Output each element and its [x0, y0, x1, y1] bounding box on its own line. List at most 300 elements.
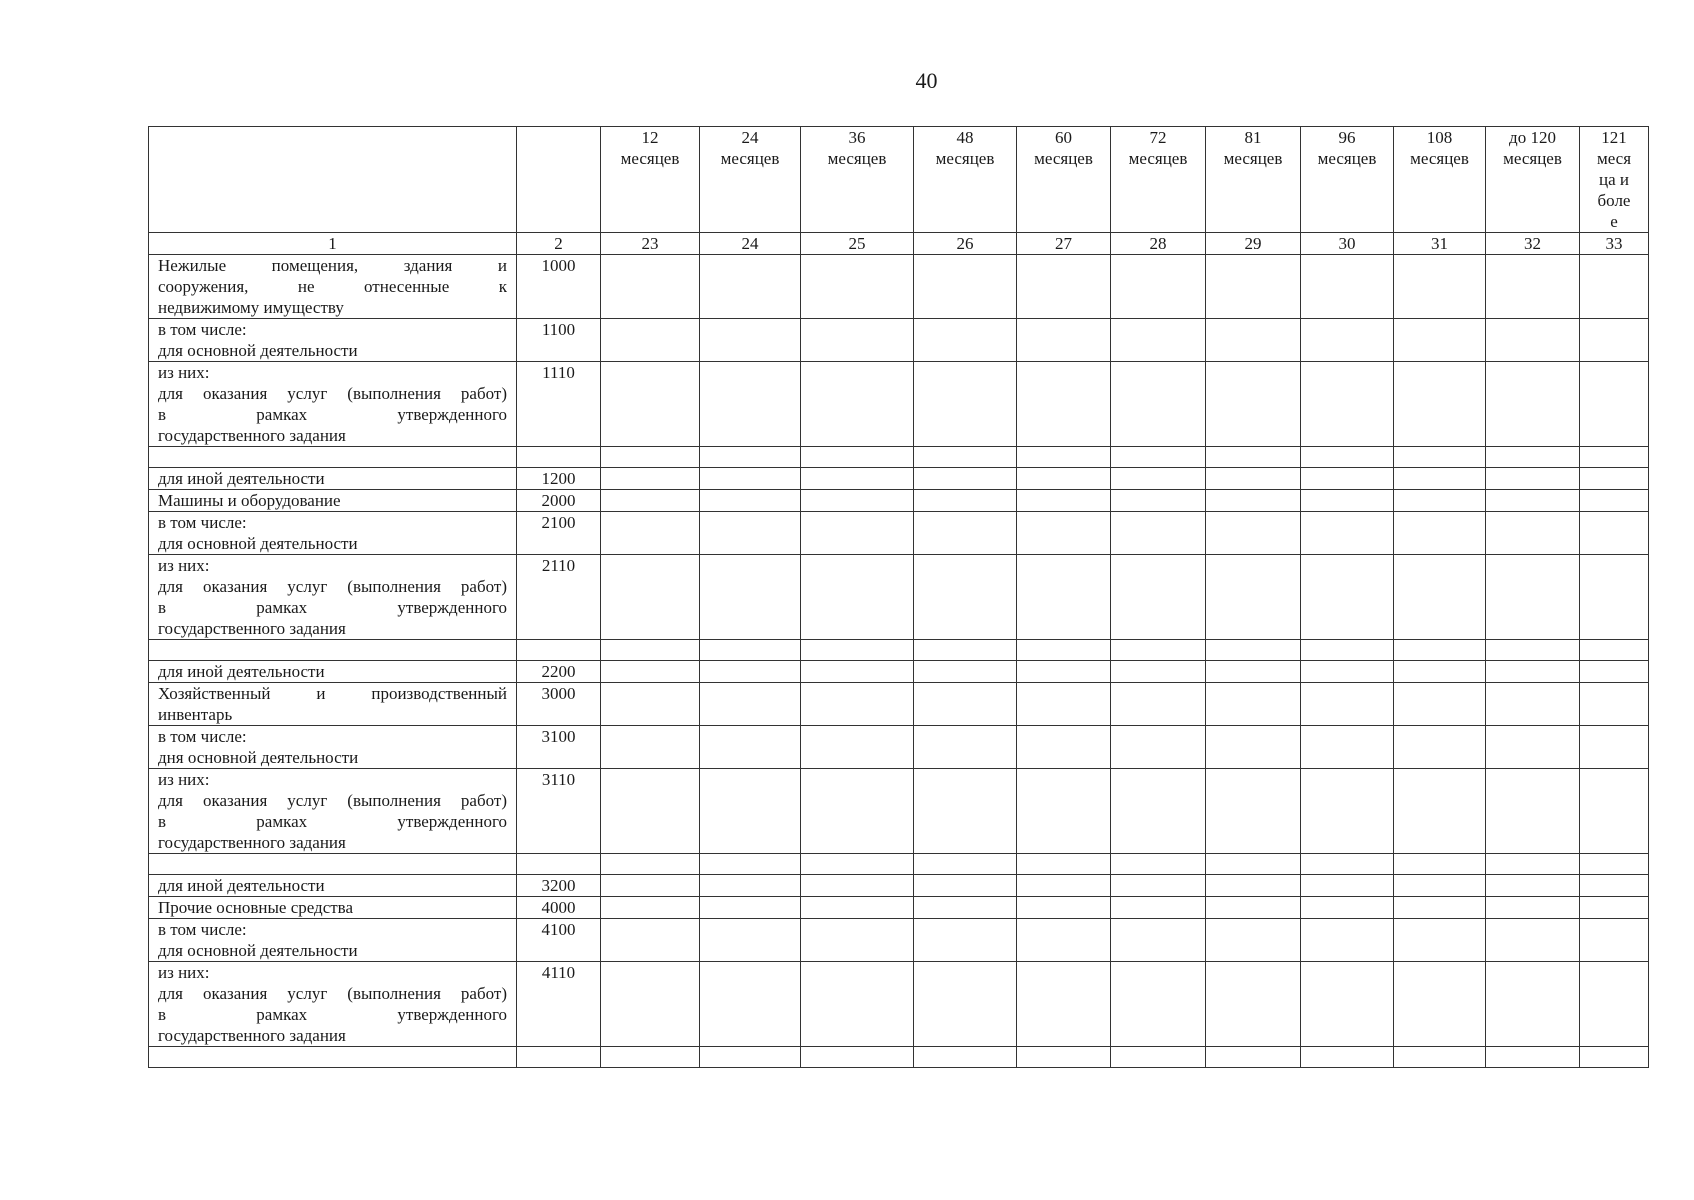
value-cell[interactable]: [1301, 854, 1394, 875]
value-cell[interactable]: [1486, 919, 1580, 962]
value-cell[interactable]: [1017, 468, 1111, 490]
value-cell[interactable]: [801, 468, 914, 490]
value-cell[interactable]: [801, 319, 914, 362]
value-cell[interactable]: [700, 769, 801, 854]
row-code-cell: 2100: [517, 512, 601, 555]
row-label-line: государственного задания: [158, 619, 346, 638]
value-cell[interactable]: [1301, 255, 1394, 319]
value-cell[interactable]: [1486, 555, 1580, 640]
row-label-line: Машины и оборудование: [158, 491, 341, 510]
value-cell[interactable]: [1394, 854, 1486, 875]
value-cell[interactable]: [1301, 555, 1394, 640]
value-cell[interactable]: [1580, 512, 1649, 555]
value-cell[interactable]: [1394, 640, 1486, 661]
table-row: [149, 919, 1649, 962]
value-cell[interactable]: [1486, 854, 1580, 875]
value-cell[interactable]: [1301, 362, 1394, 447]
row-label-cell: [149, 962, 517, 1047]
column-number-cell: 1: [149, 233, 517, 255]
value-cell[interactable]: [801, 490, 914, 512]
value-cell[interactable]: [1017, 726, 1111, 769]
header-month-cell: [1486, 127, 1580, 233]
row-label-line: в рамках утвержденного: [158, 598, 507, 617]
row-label-line: дня основной деятельности: [158, 748, 359, 767]
value-cell[interactable]: [601, 512, 700, 555]
table-row: [149, 897, 1649, 919]
value-cell[interactable]: [1580, 255, 1649, 319]
value-cell[interactable]: [601, 962, 700, 1047]
value-cell[interactable]: [1017, 683, 1111, 726]
value-cell[interactable]: [1301, 919, 1394, 962]
table-row-blank: [149, 1047, 1649, 1068]
value-cell[interactable]: [1206, 447, 1301, 468]
value-cell[interactable]: [700, 490, 801, 512]
table-row: [149, 875, 1649, 897]
header-month-cell: [914, 127, 1017, 233]
row-label-cell: [149, 319, 517, 362]
value-cell[interactable]: [1206, 640, 1301, 661]
value-cell[interactable]: [601, 1047, 700, 1068]
value-cell[interactable]: [1017, 1047, 1111, 1068]
value-cell[interactable]: [700, 661, 801, 683]
value-cell[interactable]: [1017, 661, 1111, 683]
value-cell[interactable]: [1111, 919, 1206, 962]
header-month-unit: месяцев: [935, 149, 995, 168]
value-cell[interactable]: [1486, 683, 1580, 726]
row-label-line: недвижимому имуществу: [158, 298, 344, 317]
value-cell[interactable]: [1301, 640, 1394, 661]
column-number-row: [149, 233, 1649, 255]
value-cell[interactable]: [801, 447, 914, 468]
value-cell[interactable]: [1301, 447, 1394, 468]
value-cell[interactable]: [801, 854, 914, 875]
value-cell[interactable]: [1580, 468, 1649, 490]
value-cell[interactable]: [1580, 490, 1649, 512]
table-row: [149, 726, 1649, 769]
value-cell[interactable]: [1206, 919, 1301, 962]
value-cell[interactable]: [801, 769, 914, 854]
value-cell[interactable]: [914, 919, 1017, 962]
row-label-line: инвентарь: [158, 705, 233, 724]
value-cell[interactable]: [1017, 769, 1111, 854]
value-cell[interactable]: [601, 875, 700, 897]
value-cell[interactable]: [1394, 468, 1486, 490]
value-cell[interactable]: [1486, 468, 1580, 490]
value-cell[interactable]: [914, 490, 1017, 512]
value-cell[interactable]: [1111, 962, 1206, 1047]
header-month-number: 108: [1426, 128, 1453, 147]
value-cell[interactable]: [1580, 897, 1649, 919]
row-label-cell: [149, 875, 517, 897]
value-cell[interactable]: [1580, 1047, 1649, 1068]
value-cell[interactable]: [1111, 1047, 1206, 1068]
column-number-cell: 29: [1206, 233, 1301, 255]
value-cell[interactable]: [1301, 897, 1394, 919]
value-cell[interactable]: [1017, 319, 1111, 362]
column-number-cell: 25: [801, 233, 914, 255]
row-label-cell: [149, 769, 517, 854]
value-cell[interactable]: [1394, 769, 1486, 854]
header-month-unit: месяцев: [1128, 149, 1188, 168]
row-label-line: Хозяйственный и производственный: [158, 684, 507, 703]
value-cell[interactable]: [1206, 769, 1301, 854]
value-cell[interactable]: [700, 319, 801, 362]
value-cell[interactable]: [700, 255, 801, 319]
value-cell[interactable]: [914, 362, 1017, 447]
value-cell[interactable]: [1486, 640, 1580, 661]
value-cell[interactable]: [601, 640, 700, 661]
value-cell[interactable]: [1206, 661, 1301, 683]
value-cell[interactable]: [601, 919, 700, 962]
header-month-unit: ца и: [1599, 170, 1629, 189]
value-cell[interactable]: [1486, 512, 1580, 555]
value-cell[interactable]: [1017, 555, 1111, 640]
value-cell[interactable]: [700, 447, 801, 468]
value-cell[interactable]: [1111, 555, 1206, 640]
value-cell[interactable]: [801, 726, 914, 769]
header-month-cell: [1017, 127, 1111, 233]
value-cell[interactable]: [1580, 769, 1649, 854]
value-cell[interactable]: [1486, 897, 1580, 919]
value-cell[interactable]: [1394, 726, 1486, 769]
table-row: [149, 769, 1649, 854]
value-cell[interactable]: [1580, 640, 1649, 661]
value-cell[interactable]: [1394, 490, 1486, 512]
value-cell[interactable]: [914, 640, 1017, 661]
value-cell[interactable]: [1111, 897, 1206, 919]
value-cell[interactable]: [1017, 640, 1111, 661]
column-number-cell: 2: [517, 233, 601, 255]
column-number-cell: 31: [1394, 233, 1486, 255]
value-cell[interactable]: [1111, 319, 1206, 362]
value-cell[interactable]: [601, 468, 700, 490]
table-row: [149, 319, 1649, 362]
value-cell[interactable]: [1486, 255, 1580, 319]
value-cell[interactable]: [1111, 661, 1206, 683]
row-label-cell: [149, 362, 517, 447]
value-cell[interactable]: [1301, 319, 1394, 362]
value-cell[interactable]: [1111, 875, 1206, 897]
header-month-unit: месяцев: [1410, 149, 1469, 168]
value-cell[interactable]: [1206, 362, 1301, 447]
value-cell[interactable]: [801, 255, 914, 319]
value-cell[interactable]: [700, 1047, 801, 1068]
column-number-cell: 23: [601, 233, 700, 255]
value-cell[interactable]: [700, 726, 801, 769]
value-cell[interactable]: [801, 897, 914, 919]
value-cell[interactable]: [801, 1047, 914, 1068]
column-number-cell: 33: [1580, 233, 1649, 255]
value-cell[interactable]: [914, 683, 1017, 726]
value-cell[interactable]: [801, 875, 914, 897]
value-cell[interactable]: [914, 897, 1017, 919]
value-cell[interactable]: [1394, 683, 1486, 726]
row-label-cell: [149, 490, 517, 512]
row-code-cell: 3000: [517, 683, 601, 726]
row-label-cell: [149, 661, 517, 683]
value-cell[interactable]: [1111, 854, 1206, 875]
row-label-cell: [149, 447, 517, 468]
value-cell[interactable]: [914, 555, 1017, 640]
value-cell[interactable]: [914, 875, 1017, 897]
value-cell[interactable]: [1486, 319, 1580, 362]
value-cell[interactable]: [1301, 769, 1394, 854]
value-cell[interactable]: [801, 919, 914, 962]
row-label-line: для иной деятельности: [158, 876, 325, 895]
header-month-unit: месяцев: [1034, 149, 1093, 168]
value-cell[interactable]: [1017, 512, 1111, 555]
row-label-line: в том числе:: [158, 920, 247, 939]
row-label-line: в том числе:: [158, 513, 247, 532]
header-month-unit: боле: [1597, 191, 1631, 210]
value-cell[interactable]: [1301, 468, 1394, 490]
value-cell[interactable]: [1486, 769, 1580, 854]
value-cell[interactable]: [914, 726, 1017, 769]
value-cell[interactable]: [801, 362, 914, 447]
value-cell[interactable]: [1580, 319, 1649, 362]
value-cell[interactable]: [1301, 1047, 1394, 1068]
header-month-unit: месяцев: [827, 149, 887, 168]
value-cell[interactable]: [1486, 1047, 1580, 1068]
value-cell[interactable]: [1580, 726, 1649, 769]
value-cell[interactable]: [601, 897, 700, 919]
row-code-cell: 4100: [517, 919, 601, 962]
row-label-cell: [149, 919, 517, 962]
value-cell[interactable]: [1580, 683, 1649, 726]
value-cell[interactable]: [1111, 640, 1206, 661]
value-cell[interactable]: [1206, 319, 1301, 362]
header-month-cell: [1394, 127, 1486, 233]
value-cell[interactable]: [1580, 447, 1649, 468]
table-row: [149, 962, 1649, 1047]
value-cell[interactable]: [1206, 726, 1301, 769]
value-cell[interactable]: [700, 897, 801, 919]
value-cell[interactable]: [1206, 512, 1301, 555]
table-body: [149, 127, 1649, 1068]
value-cell[interactable]: [1111, 447, 1206, 468]
row-label-line: сооружения, не отнесенные к: [158, 277, 507, 296]
value-cell[interactable]: [1017, 919, 1111, 962]
value-cell[interactable]: [1111, 490, 1206, 512]
value-cell[interactable]: [914, 854, 1017, 875]
value-cell[interactable]: [1580, 875, 1649, 897]
header-month-unit: месяцев: [720, 149, 780, 168]
value-cell[interactable]: [1486, 490, 1580, 512]
value-cell[interactable]: [700, 468, 801, 490]
value-cell[interactable]: [700, 875, 801, 897]
value-cell[interactable]: [1394, 919, 1486, 962]
header-month-number: 72: [1149, 128, 1167, 147]
value-cell[interactable]: [914, 1047, 1017, 1068]
value-cell[interactable]: [1394, 555, 1486, 640]
table-row-blank: [149, 447, 1649, 468]
table-row: [149, 468, 1649, 490]
value-cell[interactable]: [1580, 962, 1649, 1047]
value-cell[interactable]: [801, 962, 914, 1047]
value-cell[interactable]: [914, 468, 1017, 490]
table-row: [149, 512, 1649, 555]
value-cell[interactable]: [1486, 875, 1580, 897]
value-cell[interactable]: [601, 726, 700, 769]
value-cell[interactable]: [1017, 490, 1111, 512]
header-row: [149, 127, 1649, 233]
column-number-cell: 27: [1017, 233, 1111, 255]
row-code-cell: [517, 1047, 601, 1068]
value-cell[interactable]: [1017, 962, 1111, 1047]
value-cell[interactable]: [914, 447, 1017, 468]
row-code-cell: 3200: [517, 875, 601, 897]
value-cell[interactable]: [1111, 512, 1206, 555]
value-cell[interactable]: [1394, 1047, 1486, 1068]
row-label-line: для оказания услуг (выполнения работ): [158, 791, 507, 810]
column-number-cell: 28: [1111, 233, 1206, 255]
value-cell[interactable]: [1486, 362, 1580, 447]
value-cell[interactable]: [601, 319, 700, 362]
value-cell[interactable]: [801, 512, 914, 555]
value-cell[interactable]: [1301, 962, 1394, 1047]
value-cell[interactable]: [1486, 962, 1580, 1047]
header-month-cell: [1580, 127, 1649, 233]
header-label-cell: [149, 127, 517, 233]
value-cell[interactable]: [601, 362, 700, 447]
table-row-blank: [149, 640, 1649, 661]
header-month-unit: месяцев: [1317, 149, 1377, 168]
value-cell[interactable]: [1017, 362, 1111, 447]
value-cell[interactable]: [601, 447, 700, 468]
value-cell[interactable]: [700, 512, 801, 555]
value-cell[interactable]: [1111, 362, 1206, 447]
value-cell[interactable]: [601, 683, 700, 726]
value-cell[interactable]: [1206, 468, 1301, 490]
value-cell[interactable]: [1206, 555, 1301, 640]
header-month-cell: [1206, 127, 1301, 233]
value-cell[interactable]: [1206, 875, 1301, 897]
row-label-line: государственного задания: [158, 833, 346, 852]
value-cell[interactable]: [1301, 726, 1394, 769]
value-cell[interactable]: [1301, 683, 1394, 726]
value-cell[interactable]: [1394, 875, 1486, 897]
header-month-number: 81: [1244, 128, 1262, 147]
value-cell[interactable]: [601, 255, 700, 319]
table-row-blank: [149, 854, 1649, 875]
value-cell[interactable]: [1111, 683, 1206, 726]
row-label-cell: [149, 897, 517, 919]
row-code-cell: 1100: [517, 319, 601, 362]
value-cell[interactable]: [914, 255, 1017, 319]
value-cell[interactable]: [1206, 255, 1301, 319]
value-cell[interactable]: [1206, 897, 1301, 919]
value-cell[interactable]: [1301, 875, 1394, 897]
row-code-cell: 2200: [517, 661, 601, 683]
value-cell[interactable]: [914, 661, 1017, 683]
header-month-number: 60: [1055, 128, 1072, 147]
value-cell[interactable]: [1017, 854, 1111, 875]
row-code-cell: 2000: [517, 490, 601, 512]
value-cell[interactable]: [601, 769, 700, 854]
value-cell[interactable]: [1580, 362, 1649, 447]
value-cell[interactable]: [1394, 255, 1486, 319]
row-label-line: для иной деятельности: [158, 662, 325, 681]
value-cell[interactable]: [1017, 255, 1111, 319]
value-cell[interactable]: [1394, 661, 1486, 683]
value-cell[interactable]: [1111, 255, 1206, 319]
row-label-line: в рамках утвержденного: [158, 405, 507, 424]
value-cell[interactable]: [1301, 490, 1394, 512]
value-cell[interactable]: [1206, 1047, 1301, 1068]
value-cell[interactable]: [1111, 769, 1206, 854]
value-cell[interactable]: [1580, 661, 1649, 683]
row-label-line: государственного задания: [158, 1026, 346, 1045]
value-cell[interactable]: [1580, 555, 1649, 640]
table-row: [149, 683, 1649, 726]
table-row: [149, 555, 1649, 640]
row-label-cell: [149, 555, 517, 640]
value-cell[interactable]: [700, 362, 801, 447]
value-cell[interactable]: [1206, 683, 1301, 726]
value-cell[interactable]: [801, 683, 914, 726]
value-cell[interactable]: [700, 555, 801, 640]
value-cell[interactable]: [1394, 897, 1486, 919]
value-cell[interactable]: [1394, 362, 1486, 447]
value-cell[interactable]: [914, 962, 1017, 1047]
value-cell[interactable]: [1486, 447, 1580, 468]
value-cell[interactable]: [601, 490, 700, 512]
row-label-cell: [149, 854, 517, 875]
value-cell[interactable]: [1301, 512, 1394, 555]
value-cell[interactable]: [1301, 661, 1394, 683]
header-month-number: 12: [641, 128, 659, 147]
row-code-cell: 1000: [517, 255, 601, 319]
row-label-line: государственного задания: [158, 426, 346, 445]
row-label-cell: [149, 512, 517, 555]
value-cell[interactable]: [601, 555, 700, 640]
value-cell[interactable]: [601, 661, 700, 683]
row-label-line: в том числе:: [158, 727, 247, 746]
value-cell[interactable]: [1486, 726, 1580, 769]
value-cell[interactable]: [1017, 875, 1111, 897]
value-cell[interactable]: [914, 769, 1017, 854]
value-cell[interactable]: [801, 640, 914, 661]
value-cell[interactable]: [1017, 897, 1111, 919]
value-cell[interactable]: [1486, 661, 1580, 683]
value-cell[interactable]: [1206, 962, 1301, 1047]
value-cell[interactable]: [1111, 468, 1206, 490]
value-cell[interactable]: [1111, 726, 1206, 769]
value-cell[interactable]: [1017, 447, 1111, 468]
value-cell[interactable]: [1394, 447, 1486, 468]
value-cell[interactable]: [1206, 490, 1301, 512]
value-cell[interactable]: [1580, 854, 1649, 875]
header-month-cell: [801, 127, 914, 233]
value-cell[interactable]: [700, 919, 801, 962]
value-cell[interactable]: [801, 555, 914, 640]
table-row: [149, 661, 1649, 683]
value-cell[interactable]: [700, 962, 801, 1047]
value-cell[interactable]: [801, 661, 914, 683]
value-cell[interactable]: [914, 512, 1017, 555]
value-cell[interactable]: [1206, 854, 1301, 875]
value-cell[interactable]: [601, 854, 700, 875]
value-cell[interactable]: [1580, 919, 1649, 962]
value-cell[interactable]: [1394, 962, 1486, 1047]
value-cell[interactable]: [1394, 512, 1486, 555]
value-cell[interactable]: [700, 683, 801, 726]
value-cell[interactable]: [700, 640, 801, 661]
header-month-number: до 120: [1509, 128, 1556, 147]
value-cell[interactable]: [700, 854, 801, 875]
value-cell[interactable]: [1394, 319, 1486, 362]
value-cell[interactable]: [914, 319, 1017, 362]
